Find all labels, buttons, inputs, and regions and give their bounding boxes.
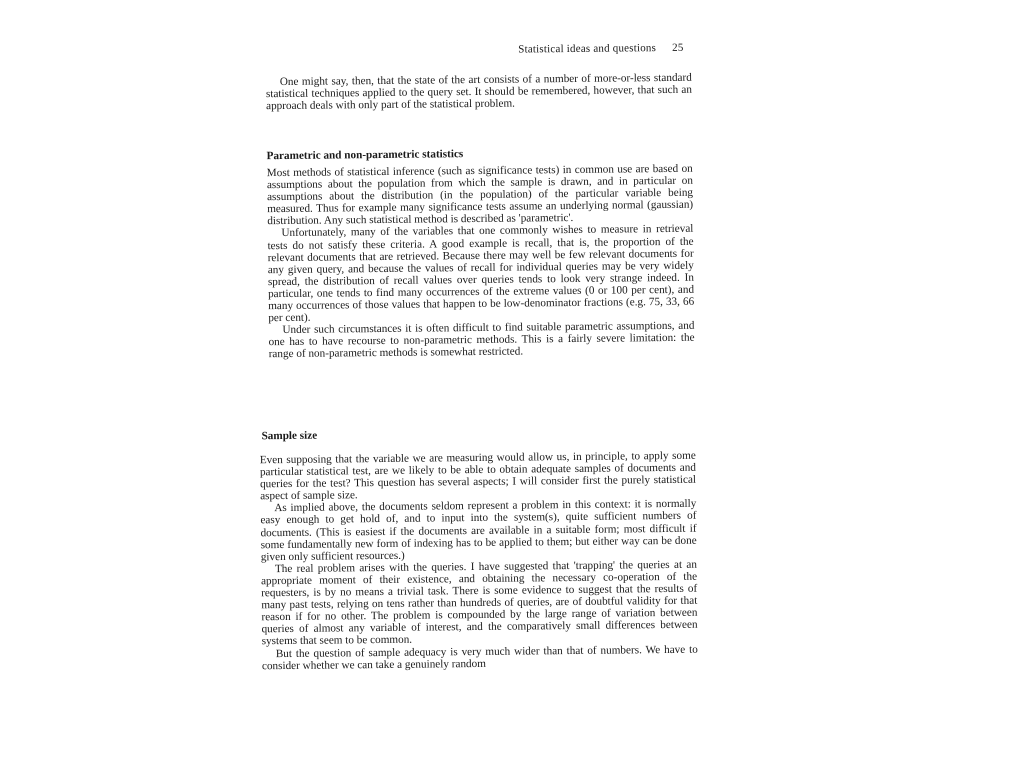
- paragraph: Even supposing that the variable we are measuring would allow us, in principle, to apply some particular statistical test, are we likely to be able to obtain adequate samples of documents and queries for the test? This question has several aspects; I will consider first the purely statistical aspect of sample size.: [259, 449, 697, 503]
- page-number: 25: [672, 41, 684, 54]
- paragraph: But the question of sample adequacy is very much wider than that of numbers. We have to consider whether we can take a genuinely random: [261, 643, 698, 672]
- section-heading-sample-size: Sample size: [261, 429, 318, 443]
- paragraph: Under such circumstances it is often difficult to find suitable parametric assumptions, and one has to have recourse to non-parametric methods. This is a fairly severe limitation: the range of non-parametric methods is somewhat restricted.: [268, 319, 695, 361]
- paragraph: Unfortunately, many of the variables that one commonly wishes to measure in retrieval tests do not satisfy these criteria. A good example is recall, that is, the proportion of the relevant documents that are retrieved. Because there may well be few relevant documents for any given query, and because the values of recall for individual queries may be very widely spread, the distribution of recall values over queries tends to look very strange indeed. In particular, one tends to find many occurrences of the extreme values (0 or 100 per cent), and many occurrences of those values that happen to be low-denominator fractions (e.g. 75, 33, 66 per cent).: [267, 223, 695, 325]
- paragraph: Most methods of statistical inference (such as significance tests) in common use are based on assumptions about the population from which the sample is drawn, and in particular on assumptions about the distribution (in the population) of the particular variable being measured. Thus for example many significance tests assume an underlying normal (gaussian) distribution. Any such statistical method is described as 'parametric'.: [266, 162, 694, 228]
- running-head: [518, 42, 683, 56]
- running-head-title: Statistical ideas and questions: [518, 42, 657, 56]
- paragraph: The real problem arises with the queries. I have suggested that 'trapping' the queries at an appropriate moment of their existence, and obtaining the necessary co-operation of the requesters, is by no means a trivial task. There is some evidence to suggest that the results of many past tests, relying on tens rather than hundreds of queries, are of doubtful validity for that reason if for no other. The problem is compounded by the large range of variation between queries of almost any variable of interest, and the comparatively small differences between systems that seem to be common.: [260, 558, 698, 648]
- parametric-section: [267, 163, 695, 361]
- section-heading-parametric: Parametric and non-parametric statistics: [266, 148, 464, 163]
- book-page: [251, 0, 699, 770]
- paragraph: One might say, then, that the state of the art consists of a number of more-or-less standard statistical techniques applied to the query set. It should be remembered, however, that such an approach deals with only part of the statistical problem.: [265, 71, 692, 113]
- paragraph: As implied above, the documents seldom represent a problem in this context: it is normally easy enough to get hold of, and to input into the system(s), quite sufficient numbers of documents. (This is easiest if the documents are available in a suitable form; most difficult if some fundamentally new form of indexing has to be applied to them; but either way can be done given only sufficient resources.): [260, 498, 697, 564]
- intro-section: [266, 72, 692, 113]
- sample-size-section: [260, 450, 698, 672]
